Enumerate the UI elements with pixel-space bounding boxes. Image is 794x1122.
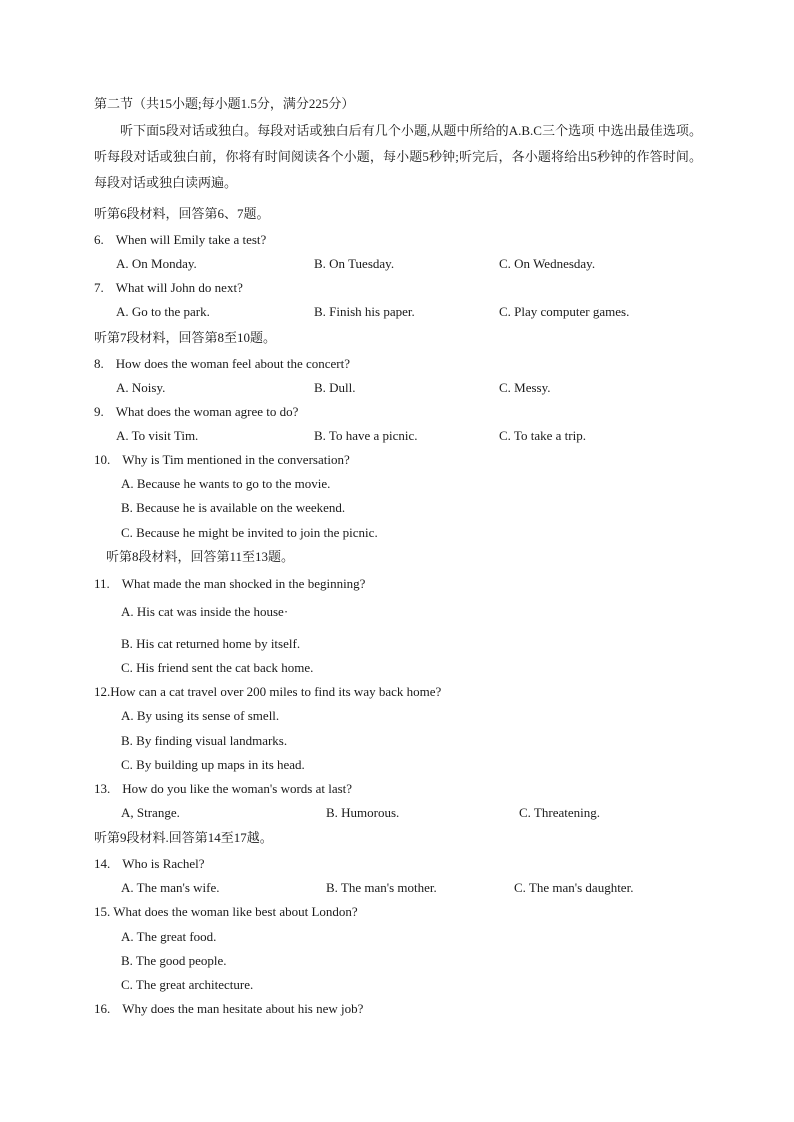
q13-option-c[interactable]: C. Threatening. [519,805,600,820]
question-number: 9. [94,404,104,419]
q15-option-c[interactable]: C. The great architecture. [121,977,254,992]
q8-option-c[interactable]: C. Messy. [499,380,551,395]
question-12: 12.How can a cat travel over 200 miles to find its way back home? [94,684,442,699]
question-7 [94,280,243,296]
question-14 [94,856,205,872]
question-13 [94,781,352,797]
question-text: How do you like the woman's words at last? [122,781,353,796]
question-number: 7. [94,280,104,295]
question-number: 8. [94,356,104,371]
q11-option-a[interactable]: A. His cat was inside the house· [121,604,289,619]
section-instructions [94,118,702,196]
q6-option-c[interactable]: C. On Wednesday. [499,256,596,271]
q15-option-b[interactable]: B. The good people. [121,953,227,968]
question-text: What does the woman agree to do? [115,404,299,419]
q6-option-a[interactable]: A. On Monday. [116,256,197,271]
group-heading-8: 听第8段材料，回答第11至13题。 [106,549,295,564]
q14-option-c[interactable]: C. The man's daughter. [514,880,634,895]
question-text: Why is Tim mentioned in the conversation? [122,452,350,467]
question-text: When will Emily take a test? [115,232,267,247]
q6-option-b[interactable]: B. On Tuesday. [314,256,395,271]
q10-option-c[interactable]: C. Because he might be invited to join the picnic. [121,525,378,540]
q9-option-b[interactable]: B. To have a picnic. [314,428,418,443]
question-9 [94,404,298,420]
question-text: Who is Rachel? [122,856,205,871]
question-number: 11. [94,576,110,591]
question-8 [94,356,350,372]
q11-option-b[interactable]: B. His cat returned home by itself. [121,636,301,651]
q12-option-c[interactable]: C. By building up maps in its head. [121,757,305,772]
q14-option-a[interactable]: A. The man's wife. [121,880,220,895]
question-number: 16. [94,1001,111,1016]
group-heading-7: 听第7段材料，回答第8至10题。 [94,330,277,345]
instructions-text: 听下面5段对话或独白。每段对话或独白后有几个小题,从题中所给的A.B.C三个选项 中选出最佳选项。听每段对话或独白前，你将有时间阅读各个小题，每小题5秒钟;听完后，各小题将给出5秒钟的作答时间。每段对话或独白读两遍。 [94,123,702,190]
question-number: 13. [94,781,111,796]
question-number: 6. [94,232,104,247]
question-number: 10. [94,452,111,467]
q10-option-a[interactable]: A. Because he wants to go to the movie. [121,476,331,491]
question-15: 15. What does the woman like best about London? [94,904,358,919]
group-heading-9: 听第9段材料.回答第14至17越。 [94,830,273,845]
q9-option-c[interactable]: C. To take a trip. [499,428,586,443]
question-number: 14. [94,856,111,871]
section-title: 第二节（共15小题;每小题1.5分，满分225分） [94,96,355,111]
q12-option-a[interactable]: A. By using its sense of smell. [121,708,280,723]
q13-option-a[interactable]: A, Strange. [121,805,180,820]
q12-option-b[interactable]: B. By finding visual landmarks. [121,733,288,748]
q7-option-a[interactable]: A. Go to the park. [116,304,210,319]
q7-option-c[interactable]: C. Play computer games. [499,304,630,319]
question-16 [94,1001,363,1017]
question-11 [94,576,365,592]
question-text: What will John do next? [115,280,243,295]
q8-option-a[interactable]: A. Noisy. [116,380,166,395]
question-10 [94,452,350,468]
question-text: Why does the man hesitate about his new job? [122,1001,364,1016]
question-text: What made the man shocked in the beginning? [121,576,366,591]
q15-option-a[interactable]: A. The great food. [121,929,217,944]
q11-option-c[interactable]: C. His friend sent the cat back home. [121,660,314,675]
group-heading-6: 听第6段材料，回答第6、7题。 [94,206,270,221]
q7-option-b[interactable]: B. Finish his paper. [314,304,415,319]
q14-option-b[interactable]: B. The man's mother. [326,880,437,895]
question-text: How does the woman feel about the concert? [115,356,351,371]
q10-option-b[interactable]: B. Because he is available on the weekend. [121,500,346,515]
q8-option-b[interactable]: B. Dull. [314,380,356,395]
q9-option-a[interactable]: A. To visit Tim. [116,428,199,443]
q13-option-b[interactable]: B. Humorous. [326,805,400,820]
question-6 [94,232,266,248]
